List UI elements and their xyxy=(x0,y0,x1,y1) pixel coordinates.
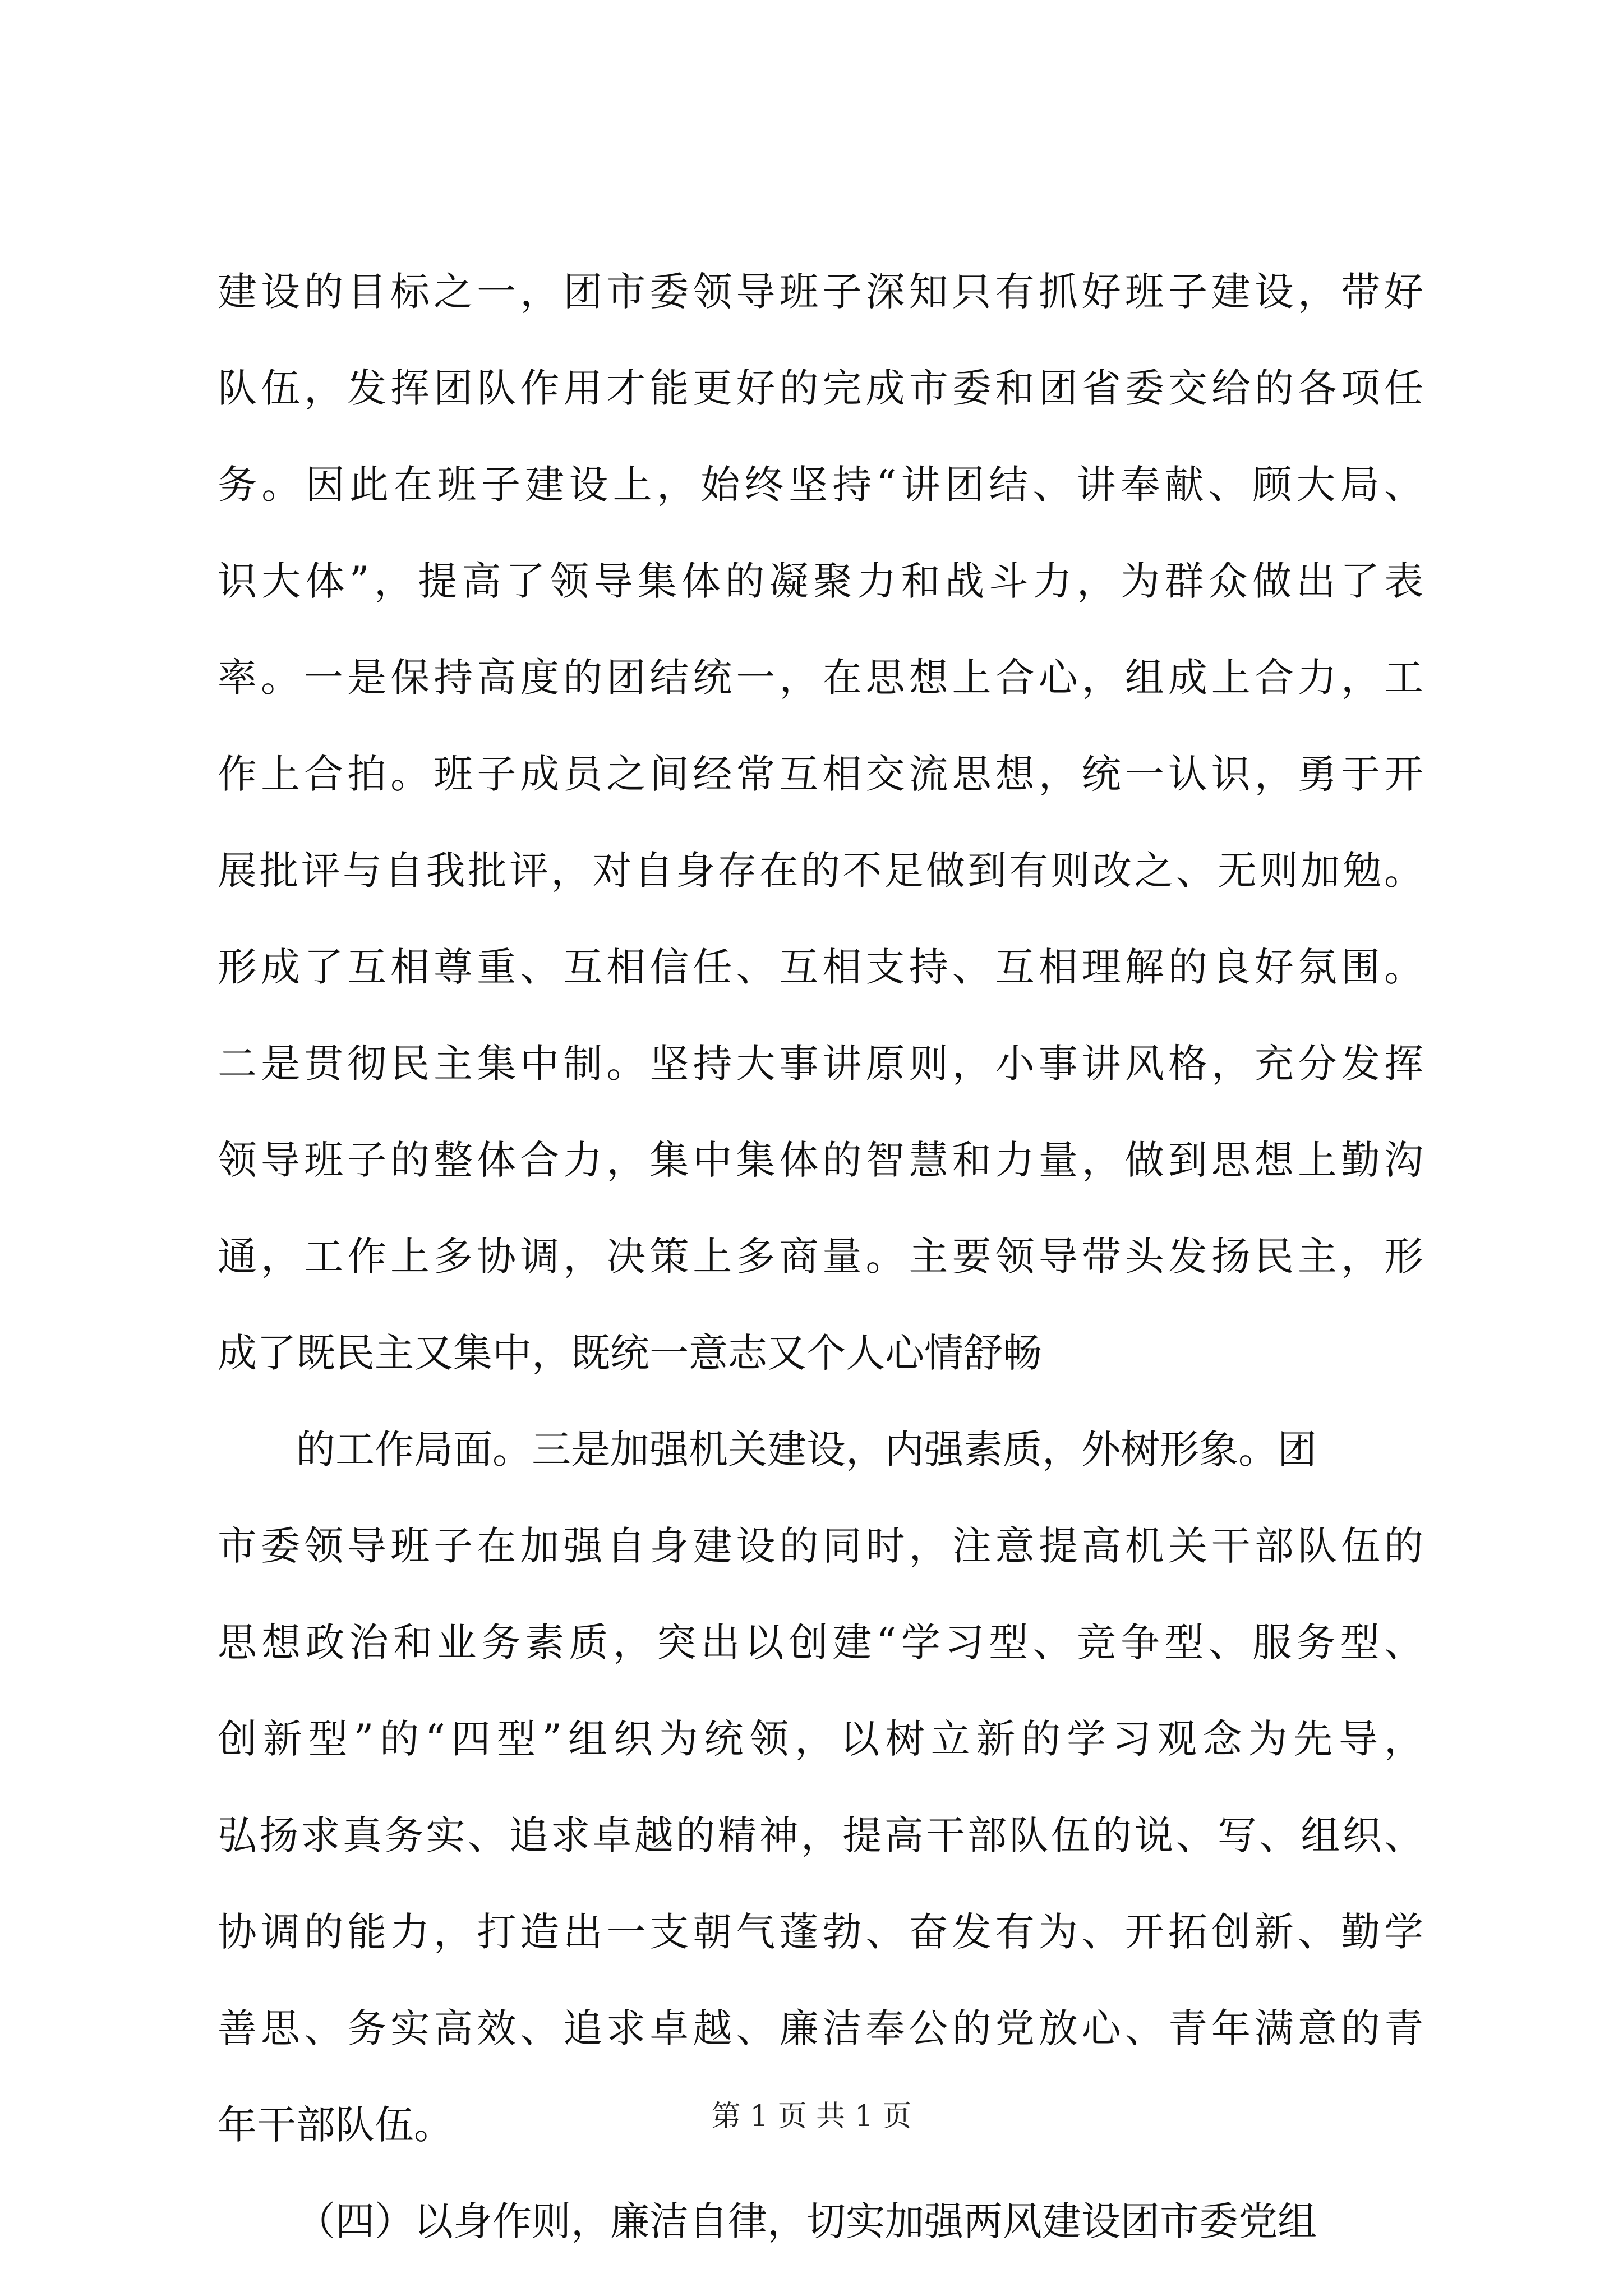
text-line: 市委领导班子在加强自身建设的同时，注意提高机关干部队伍的 xyxy=(218,1523,1423,1569)
text-line: 务。因此在班子建设上，始终坚持“讲团结、讲奉献、顾大局、 xyxy=(218,462,1423,508)
text-line: 建设的目标之一，团市委领导班子深知只有抓好班子建设，带好 xyxy=(218,269,1423,315)
section-heading: （四）以身作则，廉洁自律，切实加强两风建设团市委党组 xyxy=(296,2198,1317,2244)
text-line: 作上合拍。班子成员之间经常互相交流思想，统一认识，勇于开 xyxy=(218,751,1423,797)
text-line: 展批评与自我批评，对自身存在的不足做到有则改之、无则加勉。 xyxy=(218,848,1423,894)
text-line: 形成了互相尊重、互相信任、互相支持、互相理解的良好氛围。 xyxy=(218,944,1423,990)
text-line: 年干部队伍。 xyxy=(218,2102,453,2148)
text-line: 二是贯彻民主集中制。坚持大事讲原则，小事讲风格，充分发挥 xyxy=(218,1041,1423,1087)
text-line: 率。一是保持高度的团结统一，在思想上合心，组成上合力，工 xyxy=(218,655,1423,701)
page-number-footer: 第 1 页 共 1 页 xyxy=(711,2100,912,2133)
text-line: 思想政治和业务素质，突出以创建“学习型、竞争型、服务型、 xyxy=(218,1619,1423,1665)
text-line: 领导班子的整体合力，集中集体的智慧和力量，做到思想上勤沟 xyxy=(218,1137,1423,1183)
text-line: 成了既民主又集中，既统一意志又个人心情舒畅 xyxy=(218,1330,1042,1376)
text-line: 弘扬求真务实、追求卓越的精神，提高干部队伍的说、写、组织、 xyxy=(218,1812,1423,1858)
text-line: 协调的能力，打造出一支朝气蓬勃、奋发有为、开拓创新、勤学 xyxy=(218,1909,1423,1955)
text-line: 通，工作上多协调，决策上多商量。主要领导带头发扬民主，形 xyxy=(218,1234,1423,1280)
text-line: 的工作局面。三是加强机关建设，内强素质，外树形象。团 xyxy=(296,1427,1317,1473)
text-line: 队伍，发挥团队作用才能更好的完成市委和团省委交给的各项任 xyxy=(218,365,1423,411)
text-line: 善思、务实高效、追求卓越、廉洁奉公的党放心、青年满意的青 xyxy=(218,2005,1423,2051)
text-line: 创新型”的“四型”组织为统领，以树立新的学习观念为先导， xyxy=(218,1716,1423,1762)
text-line: 识大体”，提高了领导集体的凝聚力和战斗力，为群众做出了表 xyxy=(218,558,1423,604)
